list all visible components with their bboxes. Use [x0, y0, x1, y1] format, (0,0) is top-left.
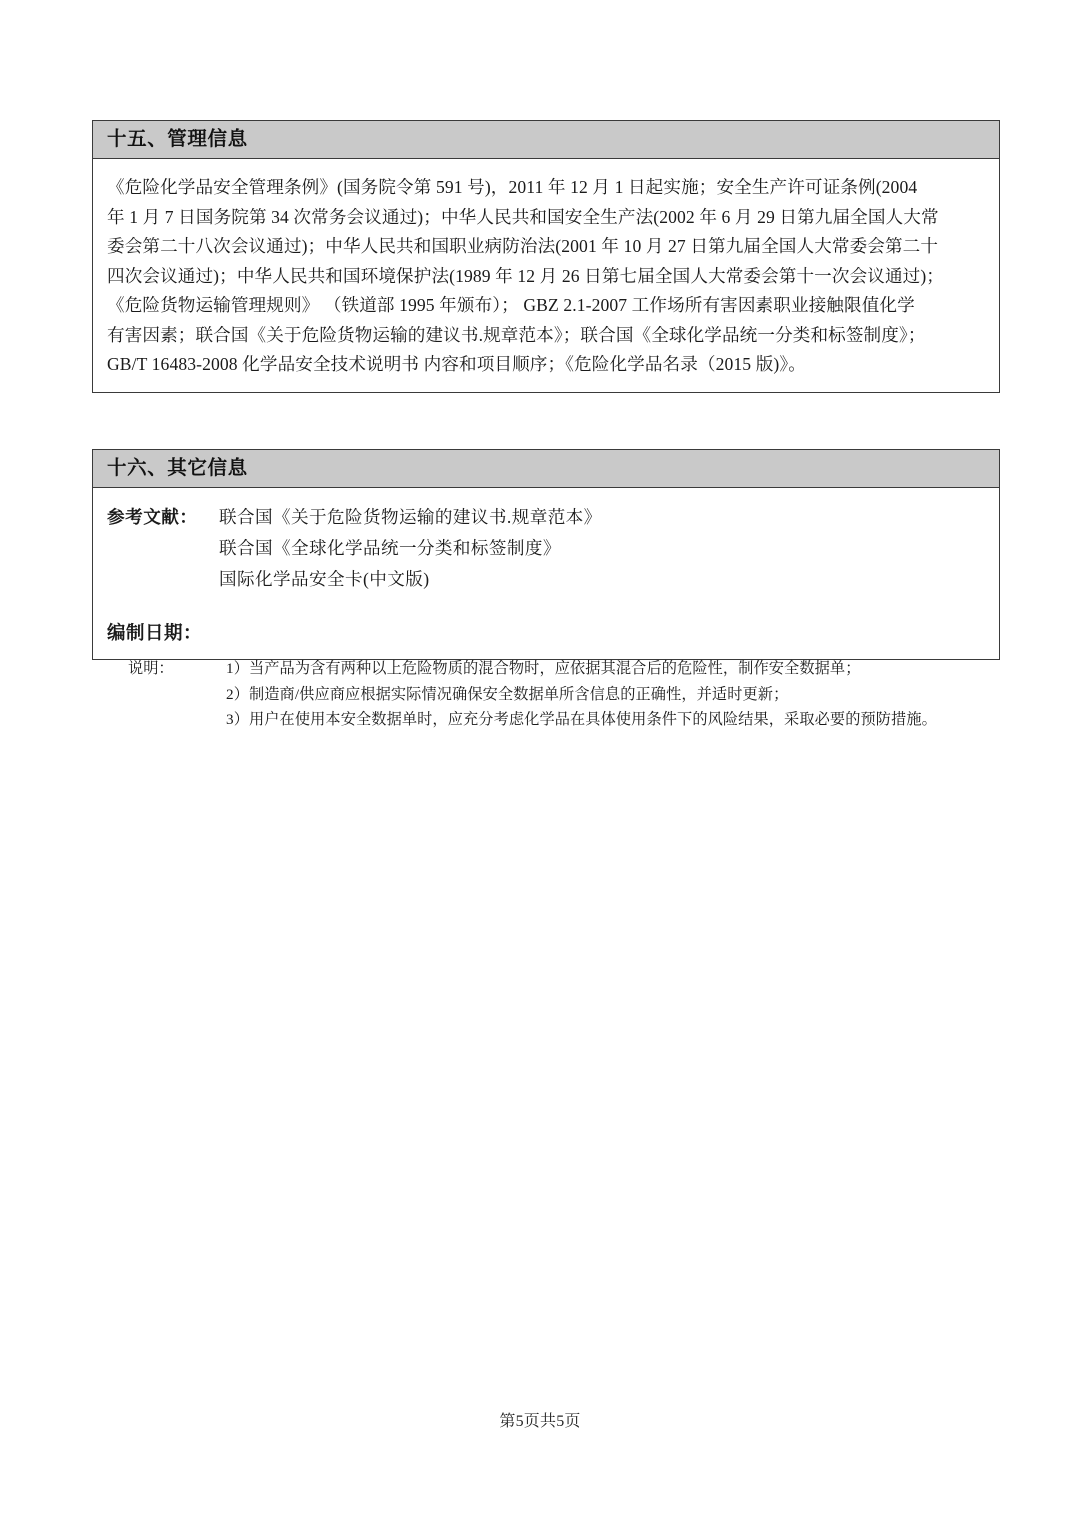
section-other-information: [92, 449, 1000, 660]
note-text: 2）制造商/供应商应根据实际情况确保安全数据单所含信息的正确性，并适时更新；: [226, 685, 789, 703]
note-row: [128, 682, 1008, 708]
page-footer: 第5页共5页: [499, 1413, 581, 1430]
regulation-line: GB/T 16483-2008 化学品安全技术说明书 内容和项目顺序；《危险化学品名录（2015 版)》。: [107, 354, 806, 374]
regulation-line: 《危险化学品安全管理条例》(国务院令第 591 号)，2011 年 12 月 1 日起实施；安全生产许可证条例(2004: [107, 177, 918, 197]
note-text: 1）当产品为含有两种以上危险物质的混合物时，应依据其混合后的危险性，制作安全数据单；: [226, 660, 861, 677]
section-16-body: [93, 488, 999, 659]
note-text: 3）用户在使用本安全数据单时，应充分考虑化学品在具体使用条件下的风险结果，采取必要的预防措施。: [226, 711, 937, 729]
section-16-heading: 十六、其它信息: [93, 450, 999, 488]
regulation-line: 四次会议通过)；中华人民共和国环境保护法(1989 年 12 月 26 日第七届全国人大常委会第十一次会议通过)；: [107, 265, 944, 286]
note-row: [128, 707, 1008, 733]
references-list: [219, 502, 985, 595]
section-15-heading: 十五、管理信息: [93, 121, 999, 159]
section-management-information: [92, 120, 1000, 393]
notes-label: 说明：: [128, 660, 174, 677]
regulation-line: 委会第二十八次会议通过)；中华人民共和国职业病防治法(2001 年 10 月 27 日第九届全国人大常委会第二十: [107, 236, 939, 256]
references-row: [107, 502, 985, 595]
reference-item: 联合国《全球化学品统一分类和标签制度》: [219, 538, 561, 558]
notes-block: [128, 656, 1008, 733]
regulation-line: 有害因素；联合国《关于危险货物运输的建议书.规章范本》；联合国《全球化学品统一分类和标签制度》；: [107, 324, 926, 345]
compile-date-label: 编制日期：: [107, 624, 203, 644]
regulation-paragraph: [107, 173, 985, 380]
references-label: 参考文献：: [107, 507, 198, 527]
regulation-line: 年 1 月 7 日国务院第 34 次常务会议通过)；中华人民共和国安全生产法(2002 年 6 月 29 日第九届全国人大常: [107, 206, 939, 227]
section-15-body: [93, 159, 999, 392]
reference-item: 国际化学品安全卡(中文版): [219, 569, 430, 589]
note-row: [128, 656, 1008, 682]
reference-item: 联合国《关于危险货物运输的建议书.规章范本》: [219, 507, 602, 527]
regulation-line: 《危险货物运输管理规则》 （铁道部 1995 年颁布）； GBZ 2.1-2007 工作场所有害因素职业接触限值化学: [107, 295, 915, 315]
